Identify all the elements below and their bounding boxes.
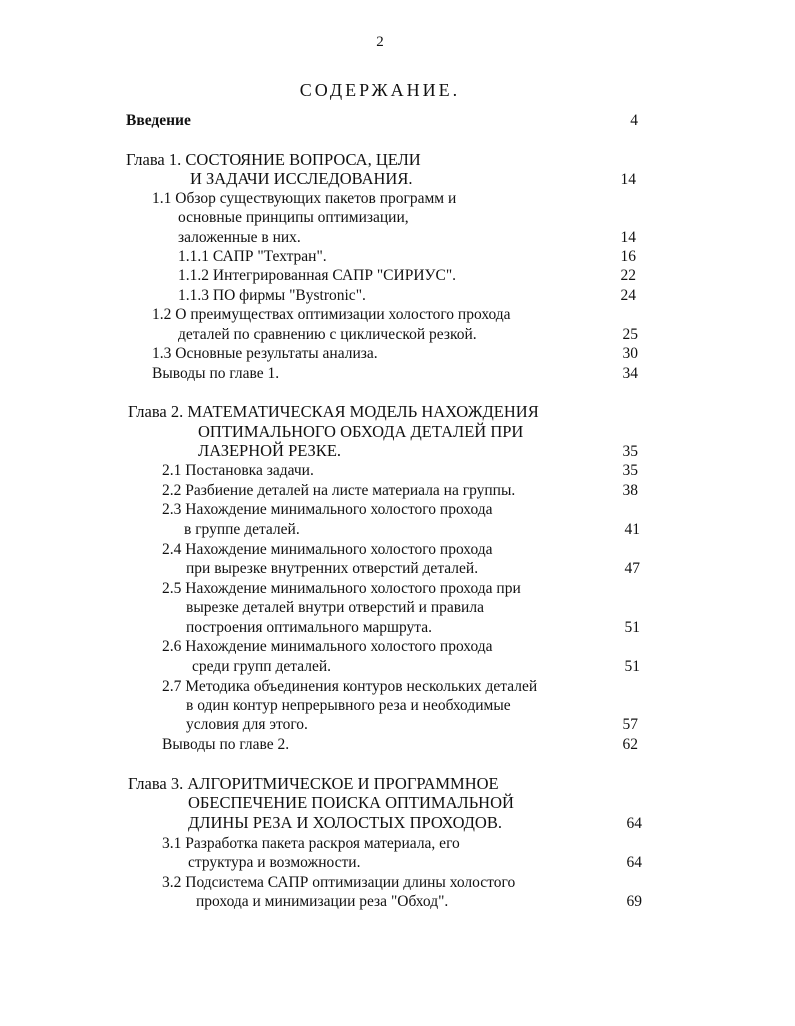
toc-entry-2-5-cont: построения оптимального маршрута. xyxy=(186,619,432,636)
toc-page: 47 xyxy=(624,560,640,577)
toc-entry-1-2-cont: деталей по сравнению с циклической резкой. xyxy=(178,326,477,343)
toc-chapter-3-cont: ОБЕСПЕЧЕНИЕ ПОИСКА ОПТИМАЛЬНОЙ xyxy=(188,793,514,812)
toc-entry-2-7: 2.7 Методика объединения контуров нескольких деталей xyxy=(162,678,538,695)
toc-page: 35 xyxy=(622,443,638,460)
toc-page: 51 xyxy=(624,619,640,636)
toc-entry-2-5-cont: вырезке деталей внутри отверстий и правила xyxy=(186,599,484,616)
toc-page: 24 xyxy=(620,287,636,304)
toc-page: 25 xyxy=(622,326,638,343)
toc-page: 34 xyxy=(622,365,638,382)
toc-entry-1-1-2: 1.1.2 Интегрированная САПР "СИРИУС". xyxy=(178,267,457,284)
toc-page: 62 xyxy=(622,736,638,753)
toc-entry-2-2: 2.2 Разбиение деталей на листе материала на группы. xyxy=(162,482,516,499)
toc-entry-3-2: 3.2 Подсистема САПР оптимизации длины холостого xyxy=(162,874,516,891)
toc-entry-2-4: 2.4 Нахождение минимального холостого прохода xyxy=(162,541,493,558)
toc-entry-1-1-cont: заложенные в них. xyxy=(178,229,301,246)
page-title: СОДЕРЖАНИЕ. xyxy=(299,80,461,100)
toc-entry-2-7-cont: условия для этого. xyxy=(186,716,308,733)
toc-entry-2-3: 2.3 Нахождение минимального холостого прохода xyxy=(162,501,493,518)
toc-page: 69 xyxy=(626,893,642,910)
toc-page: 41 xyxy=(624,521,640,538)
toc-entry-1-1-1: 1.1.1 САПР "Техтран". xyxy=(178,248,327,265)
toc-chapter-2-cont: ЛАЗЕРНОЙ РЕЗКЕ. xyxy=(198,441,342,460)
toc-page: 30 xyxy=(622,345,638,362)
toc-entry-2-7-cont: в один контур непрерывного реза и необходимые xyxy=(186,697,511,714)
toc-entry-1-1: 1.1 Обзор существующих пакетов программ и xyxy=(152,190,457,207)
toc-entry-3-1: 3.1 Разработка пакета раскроя материала, его xyxy=(162,835,460,852)
toc-entry-2-5: 2.5 Нахождение минимального холостого прохода при xyxy=(162,580,521,597)
toc-entry-2-6: 2.6 Нахождение минимального холостого прохода xyxy=(162,638,493,655)
toc-page: 64 xyxy=(626,815,642,832)
toc-page: 57 xyxy=(622,716,638,733)
toc-conclusions-1: Выводы по главе 1. xyxy=(152,365,280,382)
toc-page: 22 xyxy=(620,267,636,284)
toc-chapter-2-cont: ОПТИМАЛЬНОГО ОБХОДА ДЕТАЛЕЙ ПРИ xyxy=(198,422,524,441)
toc-chapter-1: Глава 1. СОСТОЯНИЕ ВОПРОСА, ЦЕЛИ xyxy=(126,150,421,169)
toc-page: 38 xyxy=(622,482,638,499)
toc-entry-1-1-cont: основные принципы оптимизации, xyxy=(178,209,409,226)
toc-entry-1-3: 1.3 Основные результаты анализа. xyxy=(152,345,378,362)
toc-page: 14 xyxy=(620,229,636,246)
toc-chapter-2: Глава 2. МАТЕМАТИЧЕСКАЯ МОДЕЛЬ НАХОЖДЕНИЯ xyxy=(128,402,539,421)
toc-entry-2-4-cont: при вырезке внутренних отверстий деталей. xyxy=(186,560,479,577)
toc-chapter-1-cont: И ЗАДАЧИ ИССЛЕДОВАНИЯ. xyxy=(190,169,413,188)
toc-conclusions-2: Выводы по главе 2. xyxy=(162,736,290,753)
toc-page: 64 xyxy=(626,854,642,871)
toc-entry-3-1-cont: структура и возможности. xyxy=(188,854,361,871)
toc-page: 16 xyxy=(620,248,636,265)
toc-intro: Введение xyxy=(126,112,191,129)
toc-entry-2-1: 2.1 Постановка задачи. xyxy=(162,462,314,479)
toc-page: 35 xyxy=(622,462,638,479)
toc-entry-1-2: 1.2 О преимуществах оптимизации холостого прохода xyxy=(152,306,511,323)
page-number: 2 xyxy=(376,34,384,50)
toc-page: 51 xyxy=(624,658,640,675)
toc-entry-2-6-cont: среди групп деталей. xyxy=(192,658,332,675)
toc-entry-3-2-cont: прохода и минимизации реза "Обход". xyxy=(196,893,449,910)
toc-chapter-3: Глава 3. АЛГОРИТМИЧЕСКОЕ И ПРОГРАММНОЕ xyxy=(128,774,499,793)
toc-entry-2-3-cont: в группе деталей. xyxy=(184,521,300,538)
toc-page: 14 xyxy=(620,171,636,188)
toc-entry-1-1-3: 1.1.3 ПО фирмы "Bystronic". xyxy=(178,287,366,304)
toc-page: 4 xyxy=(630,112,638,129)
toc-chapter-3-cont: ДЛИНЫ РЕЗА И ХОЛОСТЫХ ПРОХОДОВ. xyxy=(188,813,502,832)
